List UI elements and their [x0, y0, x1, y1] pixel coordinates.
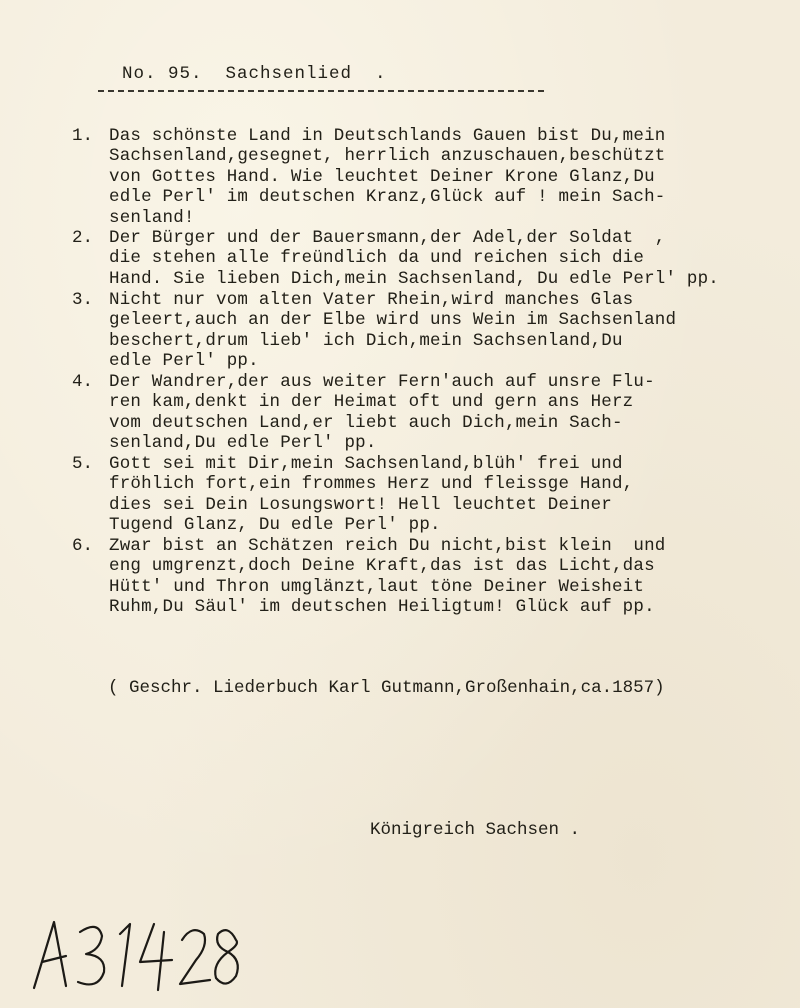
- verse-line: Sachsenland,gesegnet, herrlich anzuschauen,beschützt: [109, 146, 666, 167]
- verse-number: 6.: [72, 536, 94, 556]
- song-title: No. 95. Sachsenlied .: [122, 64, 387, 84]
- verse-number: 1.: [72, 126, 94, 146]
- verse-line: beschert,drum lieb' ich Dich,mein Sachsenland,Du: [109, 330, 623, 351]
- verse-number: 2.: [72, 228, 94, 248]
- verse-line: senland!: [109, 207, 195, 228]
- verse-line: die stehen alle freündlich da und reichen sich die: [109, 248, 645, 269]
- verse-number: 4.: [72, 372, 94, 392]
- verse-line: Ruhm,Du Säul' im deutschen Heiligtum! Glück auf pp.: [109, 597, 655, 618]
- title-underline: [98, 90, 544, 92]
- verse-line: Hütt' und Thron umglänzt,laut töne Deiner Weisheit: [109, 576, 645, 597]
- verse-line: senland,Du edle Perl' pp.: [109, 433, 377, 454]
- verse-line: Nicht nur vom alten Vater Rhein,wird manches Glas: [109, 290, 634, 310]
- verse-line: edle Perl' im deutschen Kranz,Glück auf ! mein Sach-: [109, 187, 666, 208]
- verse-number: 5.: [72, 454, 94, 474]
- region-label: Königreich Sachsen .: [370, 820, 581, 840]
- verse-line: fröhlich fort,ein frommes Herz und fleissge Hand,: [109, 474, 634, 495]
- verse-line: geleert,auch an der Elbe wird uns Wein im Sachsenland: [109, 310, 677, 331]
- verse-line: dies sei Dein Losungswort! Hell leuchtet Deiner: [109, 494, 612, 515]
- verse-line: Das schönste Land in Deutschlands Gauen bist Du,mein: [109, 126, 666, 146]
- verse-line: Der Bürger und der Bauersmann,der Adel,der Soldat ,: [109, 228, 666, 248]
- verse-line: vom deutschen Land,er liebt auch Dich,mein Sach-: [109, 412, 623, 433]
- verse-line: edle Perl' pp.: [109, 351, 259, 372]
- verse-line: von Gottes Hand. Wie leuchtet Deiner Krone Glanz,Du: [109, 166, 655, 187]
- handwritten-archive-number: [14, 910, 254, 1000]
- verse-line: Hand. Sie lieben Dich,mein Sachsenland, Du edle Perl' pp.: [109, 268, 719, 289]
- verse-line: Der Wandrer,der aus weiter Fern'auch auf unsre Flu-: [109, 372, 655, 392]
- verse-number: 3.: [72, 290, 94, 310]
- source-citation: ( Geschr. Liederbuch Karl Gutmann,Großenhain,ca.1857): [108, 678, 665, 698]
- verse-line: Zwar bist an Schätzen reich Du nicht,bist klein und: [109, 536, 666, 556]
- verse-line: ren kam,denkt in der Heimat oft und gern ans Herz: [109, 392, 634, 413]
- verse-line: eng umgrenzt,doch Deine Kraft,das ist das Licht,das: [109, 556, 655, 577]
- verse-line: Gott sei mit Dir,mein Sachsenland,blüh' frei und: [109, 454, 623, 474]
- verse-line: Tugend Glanz, Du edle Perl' pp.: [109, 515, 441, 536]
